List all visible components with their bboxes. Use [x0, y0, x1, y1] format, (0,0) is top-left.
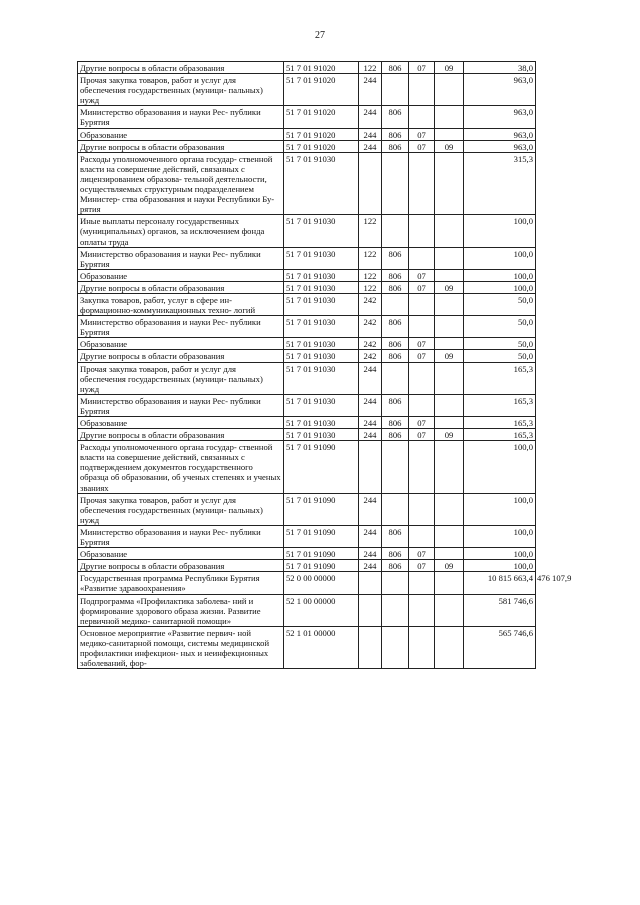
row-extra-amount: [536, 525, 537, 547]
row-expense-type: 244: [359, 74, 382, 106]
row-subsection: [435, 316, 464, 338]
row-amount: 100,0: [464, 560, 536, 572]
row-name: Другие вопросы в области образования: [78, 350, 284, 362]
row-name: Другие вопросы в области образования: [78, 281, 284, 293]
row-subsection: [435, 269, 464, 281]
row-target-code: 51 7 01 91090: [284, 441, 359, 493]
row-amount: 565 746,6: [464, 626, 536, 668]
row-expense-type: 122: [359, 281, 382, 293]
row-section: [409, 106, 435, 128]
table-row: [78, 215, 537, 247]
row-target-code: 51 7 01 91030: [284, 269, 359, 281]
row-section: 07: [409, 338, 435, 350]
row-amount: 100,0: [464, 269, 536, 281]
row-name: Прочая закупка товаров, работ и услуг для обеспечения государственных (муници- пальных) нужд: [78, 493, 284, 525]
row-grbs: 806: [382, 106, 409, 128]
row-grbs: [382, 152, 409, 215]
row-section: [409, 293, 435, 315]
table-row: [78, 394, 537, 416]
row-expense-type: [359, 441, 382, 493]
row-expense-type: 122: [359, 215, 382, 247]
row-section: 07: [409, 560, 435, 572]
row-amount: 38,0: [464, 62, 536, 74]
row-amount: 165,3: [464, 429, 536, 441]
row-name: Министерство образования и науки Рес- публики Бурятия: [78, 316, 284, 338]
row-extra-amount: [536, 338, 537, 350]
row-extra-amount: [536, 215, 537, 247]
row-expense-type: 244: [359, 362, 382, 394]
row-subsection: 09: [435, 350, 464, 362]
row-name: Образование: [78, 128, 284, 140]
row-expense-type: 244: [359, 128, 382, 140]
row-expense-type: 244: [359, 429, 382, 441]
table-row: [78, 493, 537, 525]
row-extra-amount: [536, 316, 537, 338]
row-grbs: 806: [382, 281, 409, 293]
row-expense-type: 242: [359, 293, 382, 315]
row-section: 07: [409, 429, 435, 441]
row-target-code: 51 7 01 91020: [284, 128, 359, 140]
row-extra-amount: [536, 281, 537, 293]
row-section: 07: [409, 140, 435, 152]
table-row: [78, 560, 537, 572]
row-target-code: 51 7 01 91090: [284, 548, 359, 560]
row-section: [409, 394, 435, 416]
row-name: Другие вопросы в области образования: [78, 560, 284, 572]
row-name: Образование: [78, 269, 284, 281]
row-grbs: 806: [382, 269, 409, 281]
row-grbs: 806: [382, 62, 409, 74]
row-amount: 50,0: [464, 316, 536, 338]
row-expense-type: 244: [359, 394, 382, 416]
budget-table: [77, 61, 572, 669]
row-target-code: 51 7 01 91030: [284, 350, 359, 362]
row-subsection: 09: [435, 62, 464, 74]
row-grbs: [382, 74, 409, 106]
table-row: [78, 140, 537, 152]
row-name: Министерство образования и науки Рес- публики Бурятия: [78, 106, 284, 128]
table-row: [78, 548, 537, 560]
row-name: Другие вопросы в области образования: [78, 62, 284, 74]
row-extra-amount: [536, 152, 537, 215]
row-amount: 100,0: [464, 215, 536, 247]
row-expense-type: 242: [359, 316, 382, 338]
table-row: [78, 62, 537, 74]
row-expense-type: 244: [359, 140, 382, 152]
row-section: [409, 215, 435, 247]
table-row: [78, 281, 537, 293]
row-section: 07: [409, 269, 435, 281]
table-row: [78, 316, 537, 338]
row-extra-amount: [536, 594, 537, 626]
table-row: [78, 594, 537, 626]
row-section: [409, 572, 435, 594]
row-extra-amount: [536, 74, 537, 106]
table-row: [78, 293, 537, 315]
row-target-code: 51 7 01 91030: [284, 417, 359, 429]
row-amount: 963,0: [464, 128, 536, 140]
row-subsection: [435, 394, 464, 416]
row-amount: 581 746,6: [464, 594, 536, 626]
row-grbs: 806: [382, 128, 409, 140]
row-amount: 100,0: [464, 281, 536, 293]
row-section: 07: [409, 350, 435, 362]
row-section: [409, 247, 435, 269]
row-subsection: [435, 572, 464, 594]
row-name: Министерство образования и науки Рес- публики Бурятия: [78, 394, 284, 416]
table-row: [78, 417, 537, 429]
row-expense-type: 122: [359, 269, 382, 281]
row-extra-amount: [536, 548, 537, 560]
row-section: [409, 594, 435, 626]
row-expense-type: 244: [359, 417, 382, 429]
row-amount: 50,0: [464, 350, 536, 362]
row-target-code: 51 7 01 91090: [284, 560, 359, 572]
row-target-code: 51 7 01 91030: [284, 152, 359, 215]
row-name: Основное мероприятие «Развитие первич- ной медико-санитарной помощи, системы медицинской профилактики инфекцион- ных и неинфекционных заболеваний, фор-: [78, 626, 284, 668]
row-expense-type: [359, 572, 382, 594]
row-grbs: [382, 441, 409, 493]
row-subsection: [435, 626, 464, 668]
row-extra-amount: [536, 441, 537, 493]
row-subsection: [435, 293, 464, 315]
row-subsection: [435, 362, 464, 394]
row-target-code: 51 7 01 91030: [284, 247, 359, 269]
row-extra-amount: [536, 62, 537, 74]
row-target-code: 51 7 01 91020: [284, 106, 359, 128]
row-section: [409, 626, 435, 668]
row-name: Образование: [78, 338, 284, 350]
row-amount: 50,0: [464, 338, 536, 350]
row-section: [409, 441, 435, 493]
row-expense-type: 242: [359, 350, 382, 362]
row-subsection: 09: [435, 281, 464, 293]
row-subsection: [435, 74, 464, 106]
row-name: Расходы уполномоченного органа государ- ственной власти на совершение действий, связанных с подтверждением документов государственного образца об образовании, об ученых степенях и ученых званиях: [78, 441, 284, 493]
row-section: 07: [409, 548, 435, 560]
row-amount: 165,3: [464, 362, 536, 394]
row-target-code: 51 7 01 91020: [284, 74, 359, 106]
row-target-code: 51 7 01 91020: [284, 140, 359, 152]
row-name: Министерство образования и науки Рес- публики Бурятия: [78, 247, 284, 269]
table-row: [78, 128, 537, 140]
row-extra-amount: [536, 417, 537, 429]
row-amount: 100,0: [464, 247, 536, 269]
row-expense-type: [359, 626, 382, 668]
row-amount: 315,3: [464, 152, 536, 215]
row-grbs: 806: [382, 338, 409, 350]
table-row: [78, 152, 537, 215]
row-amount: 165,3: [464, 417, 536, 429]
row-subsection: [435, 525, 464, 547]
row-name: Государственная программа Республики Бурятия «Развитие здравоохранения»: [78, 572, 284, 594]
table-row: [78, 338, 537, 350]
row-name: Другие вопросы в области образования: [78, 140, 284, 152]
row-section: [409, 362, 435, 394]
row-extra-amount: [536, 269, 537, 281]
row-section: [409, 316, 435, 338]
row-subsection: [435, 417, 464, 429]
row-target-code: 51 7 01 91030: [284, 215, 359, 247]
row-grbs: [382, 572, 409, 594]
row-extra-amount: [536, 106, 537, 128]
row-subsection: [435, 594, 464, 626]
row-extra-amount: [536, 350, 537, 362]
row-section: [409, 152, 435, 215]
row-name: Образование: [78, 417, 284, 429]
row-target-code: 52 1 01 00000: [284, 626, 359, 668]
row-grbs: 806: [382, 394, 409, 416]
row-grbs: [382, 626, 409, 668]
row-subsection: [435, 338, 464, 350]
row-amount: 50,0: [464, 293, 536, 315]
row-grbs: 806: [382, 417, 409, 429]
row-amount: 100,0: [464, 493, 536, 525]
table-row: [78, 572, 537, 594]
row-extra-amount: [536, 429, 537, 441]
row-target-code: 51 7 01 91030: [284, 316, 359, 338]
row-target-code: 52 1 00 00000: [284, 594, 359, 626]
row-grbs: 806: [382, 560, 409, 572]
row-extra-amount: [536, 128, 537, 140]
row-section: 07: [409, 62, 435, 74]
row-grbs: [382, 362, 409, 394]
table-row: [78, 441, 537, 493]
row-name: Министерство образования и науки Рес- публики Бурятия: [78, 525, 284, 547]
row-grbs: 806: [382, 350, 409, 362]
row-subsection: 09: [435, 140, 464, 152]
row-target-code: 51 7 01 91030: [284, 429, 359, 441]
table-row: [78, 525, 537, 547]
table-row: [78, 362, 537, 394]
row-amount: 963,0: [464, 74, 536, 106]
table-row: [78, 269, 537, 281]
row-subsection: 09: [435, 429, 464, 441]
row-subsection: [435, 215, 464, 247]
row-grbs: 806: [382, 247, 409, 269]
row-section: [409, 74, 435, 106]
page-number: 27: [315, 30, 325, 41]
row-name: Закупка товаров, работ, услуг в сфере ин- формационно-коммуникационных техно- логий: [78, 293, 284, 315]
row-section: 07: [409, 128, 435, 140]
row-amount: 10 815 663,4: [464, 572, 536, 594]
row-subsection: [435, 247, 464, 269]
row-section: [409, 525, 435, 547]
row-subsection: 09: [435, 560, 464, 572]
table-row: [78, 106, 537, 128]
row-name: Расходы уполномоченного органа государ- ственной власти на совершение действий, связанных с лицензированием образова- тельной деятельности, осуществляемых структурным подразделением Министер- ства образования и науки Республики Бу- рятия: [78, 152, 284, 215]
row-expense-type: 122: [359, 62, 382, 74]
row-target-code: 52 0 00 00000: [284, 572, 359, 594]
row-grbs: [382, 215, 409, 247]
row-subsection: [435, 441, 464, 493]
row-extra-amount: [536, 626, 537, 668]
row-expense-type: 244: [359, 548, 382, 560]
row-amount: 963,0: [464, 106, 536, 128]
row-amount: 100,0: [464, 548, 536, 560]
row-target-code: 51 7 01 91090: [284, 525, 359, 547]
row-extra-amount: [536, 572, 572, 594]
row-extra-amount-text: 476 107,9: [537, 572, 572, 583]
row-grbs: 806: [382, 140, 409, 152]
row-extra-amount: [536, 362, 537, 394]
row-grbs: 806: [382, 316, 409, 338]
row-grbs: 806: [382, 548, 409, 560]
table-row: [78, 247, 537, 269]
row-expense-type: 244: [359, 106, 382, 128]
row-target-code: 51 7 01 91090: [284, 493, 359, 525]
row-name: Прочая закупка товаров, работ и услуг для обеспечения государственных (муници- пальных) нужд: [78, 362, 284, 394]
row-target-code: 51 7 01 91030: [284, 281, 359, 293]
row-target-code: 51 7 01 91030: [284, 394, 359, 416]
row-target-code: 51 7 01 91030: [284, 338, 359, 350]
row-extra-amount: [536, 293, 537, 315]
row-target-code: 51 7 01 91030: [284, 293, 359, 315]
row-grbs: 806: [382, 429, 409, 441]
row-name: Другие вопросы в области образования: [78, 429, 284, 441]
row-grbs: [382, 594, 409, 626]
row-extra-amount: [536, 493, 537, 525]
row-section: 07: [409, 281, 435, 293]
row-subsection: [435, 128, 464, 140]
row-extra-amount: [536, 394, 537, 416]
row-name: Подпрограмма «Профилактика заболева- ний и формирование здорового образа жизни. Развитие первичной медико- санитарной помощи»: [78, 594, 284, 626]
table-row: [78, 626, 537, 668]
row-section: [409, 493, 435, 525]
row-subsection: [435, 106, 464, 128]
row-grbs: 806: [382, 525, 409, 547]
row-name: Прочая закупка товаров, работ и услуг для обеспечения государственных (муници- пальных) нужд: [78, 74, 284, 106]
table-row: [78, 350, 537, 362]
row-subsection: [435, 152, 464, 215]
table-row: [78, 429, 537, 441]
row-target-code: 51 7 01 91020: [284, 62, 359, 74]
row-extra-amount: [536, 140, 537, 152]
row-section: 07: [409, 417, 435, 429]
row-amount: 963,0: [464, 140, 536, 152]
row-expense-type: 244: [359, 525, 382, 547]
row-expense-type: 244: [359, 493, 382, 525]
row-extra-amount: [536, 560, 537, 572]
row-name: Образование: [78, 548, 284, 560]
row-expense-type: 122: [359, 247, 382, 269]
table-row: [78, 74, 537, 106]
row-subsection: [435, 493, 464, 525]
row-subsection: [435, 548, 464, 560]
row-extra-amount: [536, 247, 537, 269]
row-name: Иные выплаты персоналу государственных (муниципальных) органов, за исключением фонда оплаты труда: [78, 215, 284, 247]
row-expense-type: [359, 594, 382, 626]
row-amount: 100,0: [464, 441, 536, 493]
row-grbs: [382, 293, 409, 315]
row-grbs: [382, 493, 409, 525]
row-amount: 165,3: [464, 394, 536, 416]
row-amount: 100,0: [464, 525, 536, 547]
row-expense-type: 242: [359, 338, 382, 350]
row-target-code: 51 7 01 91030: [284, 362, 359, 394]
row-expense-type: 244: [359, 560, 382, 572]
row-expense-type: [359, 152, 382, 215]
